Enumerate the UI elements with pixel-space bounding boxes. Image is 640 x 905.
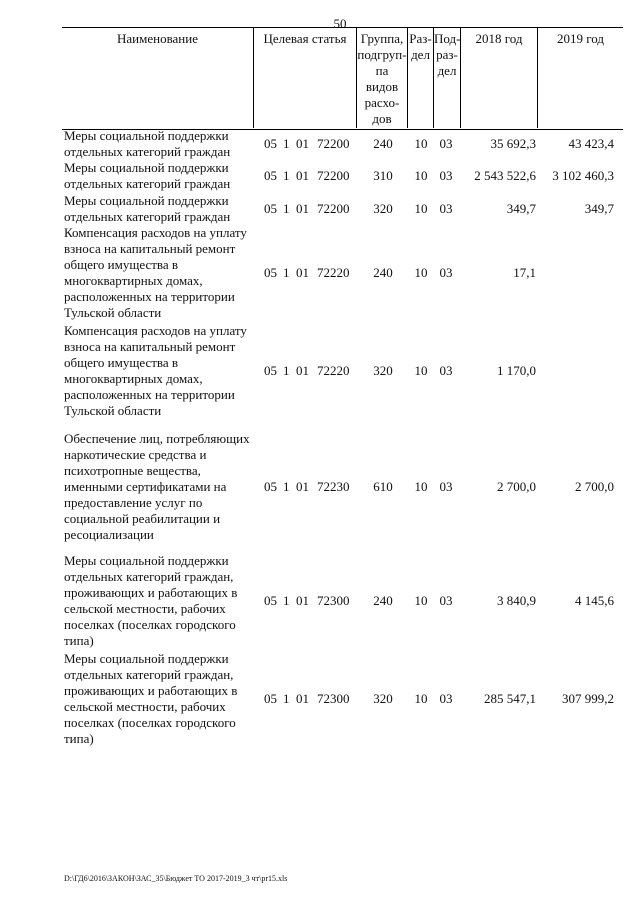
row-name: Компенсация расходов на уплату взноса на капитальный ремонт общего имущества в многоквартирных домах, расположенных на территории Тульской области [64,225,247,320]
row-group: 610 [373,479,393,494]
header-2019: 2019 год [557,31,604,46]
row-group: 310 [373,168,393,183]
row-razdel: 10 [414,136,428,151]
header-target: Целевая статья [263,31,347,46]
row-podrazdel: 03 [439,168,453,183]
row-value-2018: 1 170,0 [497,363,536,378]
row-razdel: 10 [414,265,428,280]
page-number: 50 [333,16,347,31]
row-razdel: 10 [414,168,428,183]
row-name: Компенсация расходов на уплату взноса на капитальный ремонт общего имущества в многоквартирных домах, расположенных на территории Тульской области [64,323,247,418]
row-target-code: 05 1 01 72200 [264,201,350,216]
row-podrazdel: 03 [439,265,453,280]
row-group: 320 [373,363,393,378]
row-razdel: 10 [414,363,428,378]
row-group: 320 [373,691,393,706]
row-value-2018: 3 840,9 [497,593,536,608]
row-value-2019: 4 145,6 [575,593,614,608]
row-name: Меры социальной поддержки отдельных категорий граждан [64,128,231,159]
row-name: Меры социальной поддержки отдельных категорий граждан, проживающих и работающих в сельской местности, рабочих поселках (поселках городского типа) [64,651,238,746]
row-podrazdel: 03 [439,136,453,151]
row-podrazdel: 03 [439,691,453,706]
header-2018: 2018 год [475,31,523,46]
header-podrazdel: Под- раз- дел [434,31,461,78]
row-target-code: 05 1 01 72300 [264,593,350,608]
row-value-2019: 349,7 [584,201,614,216]
row-value-2018: 2 700,0 [497,479,536,494]
row-razdel: 10 [414,691,428,706]
row-value-2019: 3 102 460,3 [552,168,614,183]
row-razdel: 10 [414,593,428,608]
row-group: 240 [373,265,393,280]
row-group: 240 [373,593,393,608]
row-group: 240 [373,136,393,151]
row-target-code: 05 1 01 72200 [264,136,350,151]
header-group: Группа, подгруп- па видов расхо- дов [357,31,407,126]
row-value-2019: 43 423,4 [568,136,614,151]
row-name: Обеспечение лиц, потребляющих наркотические средства и психотропные вещества, именными сертификатами на предоставление услуг по социальной реабилитации и ресоциализации [64,431,250,542]
row-value-2019: 307 999,2 [562,691,614,706]
row-target-code: 05 1 01 72300 [264,691,350,706]
row-group: 320 [373,201,393,216]
row-razdel: 10 [414,201,428,216]
row-podrazdel: 03 [439,479,453,494]
row-name: Меры социальной поддержки отдельных категорий граждан [64,193,231,224]
row-name: Меры социальной поддержки отдельных категорий граждан, проживающих и работающих в сельской местности, рабочих поселках (поселках городского типа) [64,553,238,648]
footer-file-path: D:\ГД6\2016\ЗАКОН\ЗАС_35\Бюджет ТО 2017-2019_3 чт\pr15.xls [64,874,288,883]
row-value-2018: 349,7 [506,201,536,216]
row-target-code: 05 1 01 72220 [264,363,350,378]
row-razdel: 10 [414,479,428,494]
row-target-code: 05 1 01 72220 [264,265,350,280]
row-target-code: 05 1 01 72200 [264,168,350,183]
row-podrazdel: 03 [439,593,453,608]
row-target-code: 05 1 01 72230 [264,479,350,494]
row-name: Меры социальной поддержки отдельных категорий граждан [64,160,231,191]
row-value-2018: 285 547,1 [484,691,536,706]
row-value-2018: 17,1 [513,265,536,280]
row-value-2018: 35 692,3 [490,136,536,151]
row-podrazdel: 03 [439,363,453,378]
row-value-2019: 2 700,0 [575,479,614,494]
row-value-2018: 2 543 522,6 [474,168,536,183]
header-name: Наименование [117,31,198,46]
header-razdel: Раз- дел [409,31,432,62]
row-podrazdel: 03 [439,201,453,216]
